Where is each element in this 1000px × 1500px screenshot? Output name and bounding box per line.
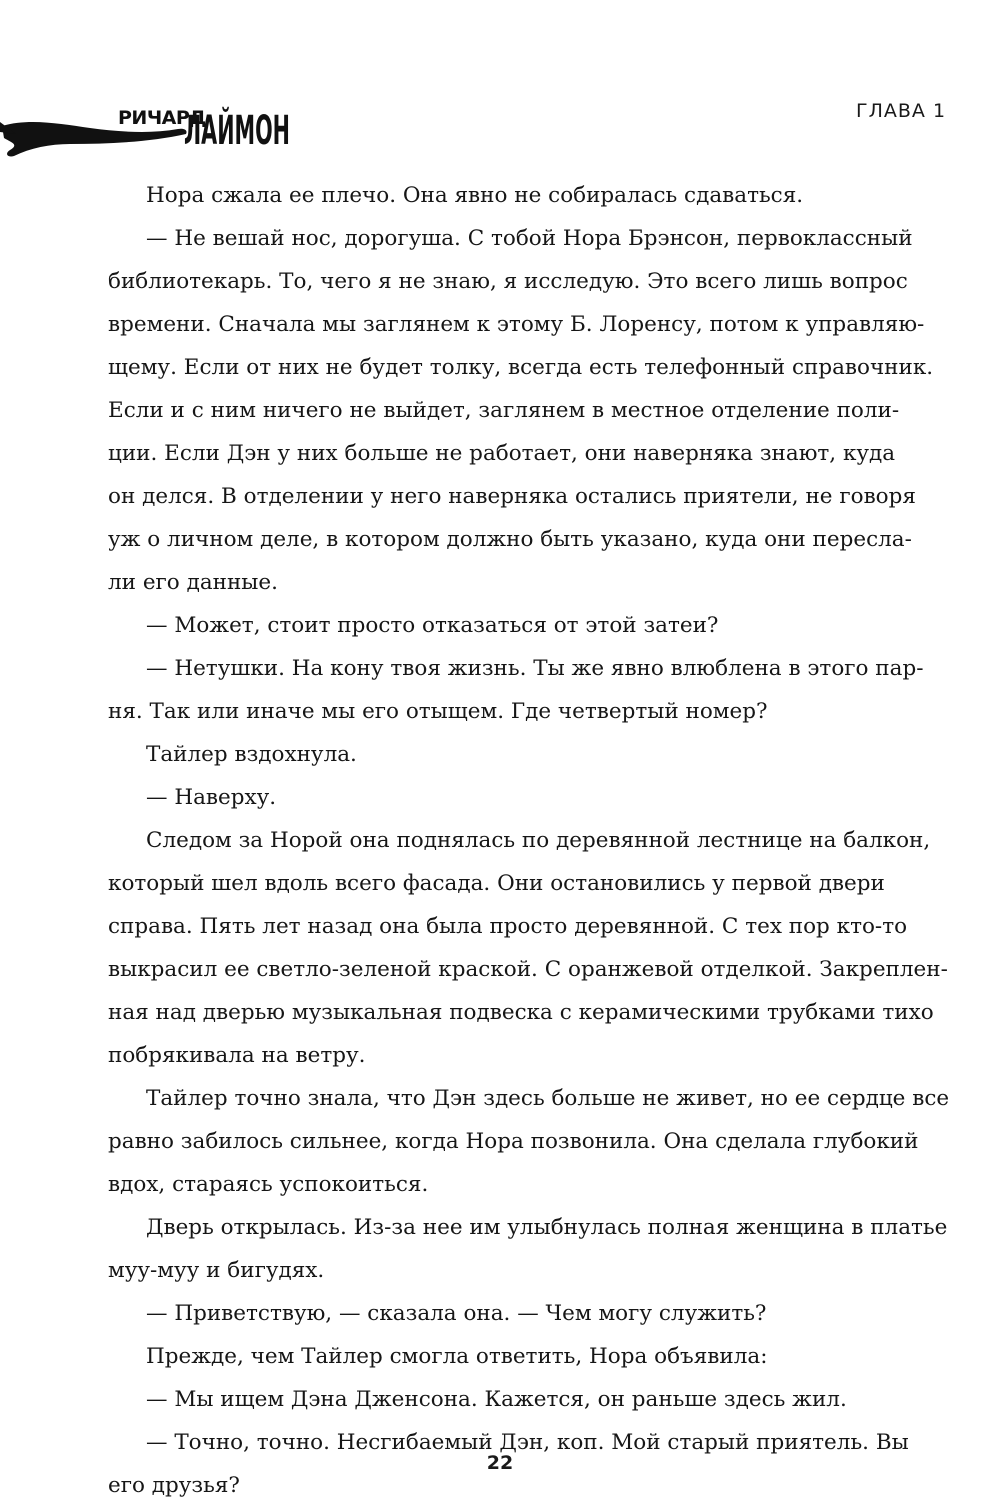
text-line: — Мы ищем Дэна Дженсона. Кажется, он раньше здесь жил. (146, 1387, 847, 1412)
text-line: — Точно, точно. Несгибаемый Дэн, коп. Мой старый приятель. Вы (146, 1430, 909, 1455)
text-line: справа. Пять лет назад она была просто деревянной. С тех пор кто-то (108, 914, 908, 939)
text-line: Если и с ним ничего не выйдет, заглянем в местное отделение поли- (108, 398, 900, 423)
text-line: Тайлер вздохнула. (146, 742, 357, 767)
text-line: — Не вешай нос, дорогуша. С тобой Нора Брэнсон, первоклассный (146, 226, 913, 251)
text-line: щему. Если от них не будет толку, всегда есть телефонный справочник. (108, 355, 934, 380)
text-line: — Может, стоит просто отказаться от этой затеи? (146, 613, 719, 638)
running-head (0, 88, 1000, 178)
text-line: ции. Если Дэн у них больше не работает, они наверняка знают, куда (108, 441, 896, 466)
page-number: 22 (486, 1452, 514, 1474)
text-line: Нора сжала ее плечо. Она явно не собиралась сдаваться. (146, 183, 804, 208)
text-line: равно забилось сильнее, когда Нора позвонила. Она сделала глубокий (108, 1129, 919, 1154)
text-line: времени. Сначала мы заглянем к этому Б. Лоренсу, потом к управляю- (108, 312, 925, 337)
text-line: — Нетушки. На кону твоя жизнь. Ты же явно влюблена в этого пар- (146, 656, 924, 681)
text-line: Прежде, чем Тайлер смогла ответить, Нора объявила: (146, 1344, 768, 1369)
text-line: муу-муу и бигудях. (108, 1258, 325, 1283)
text-line: он делся. В отделении у него наверняка остались приятели, не говоря (108, 484, 916, 509)
text-line: выкрасил ее светло-зеленой краской. С оранжевой отделкой. Закреплен- (108, 957, 948, 982)
author-last-name: ЛАЙМОН (184, 108, 389, 154)
text-line: — Приветствую, — сказала она. — Чем могу служить? (146, 1301, 767, 1326)
text-line: библиотекарь. То, чего я не знаю, я исследую. Это всего лишь вопрос (108, 269, 908, 294)
author-logo-image (0, 88, 389, 178)
text-line: побрякивала на ветру. (108, 1043, 366, 1068)
text-line: ня. Так или иначе мы его отыщем. Где четвертый номер? (108, 699, 768, 724)
text-line: ли его данные. (108, 570, 278, 595)
text-line: Следом за Норой она поднялась по деревянной лестнице на балкон, (146, 828, 931, 853)
text-line: который шел вдоль всего фасада. Они остановились у первой двери (108, 871, 885, 896)
chapter-label: ГЛАВА 1 (856, 100, 947, 122)
text-line: Дверь открылась. Из-за нее им улыбнулась полная женщина в платье (146, 1215, 948, 1240)
text-line: его друзья? (108, 1473, 240, 1498)
text-line: — Наверху. (146, 785, 277, 810)
author-first-name: РИЧАРД (118, 107, 206, 129)
text-line: Тайлер точно знала, что Дэн здесь больше не живет, но ее сердце все (146, 1086, 950, 1111)
text-line: уж о личном деле, в котором должно быть указано, куда они пересла- (108, 527, 912, 552)
text-line: вдох, стараясь успокоиться. (108, 1172, 429, 1197)
author-logo (0, 88, 389, 178)
text-line: ная над дверью музыкальная подвеска с керамическими трубками тихо (108, 1000, 934, 1025)
